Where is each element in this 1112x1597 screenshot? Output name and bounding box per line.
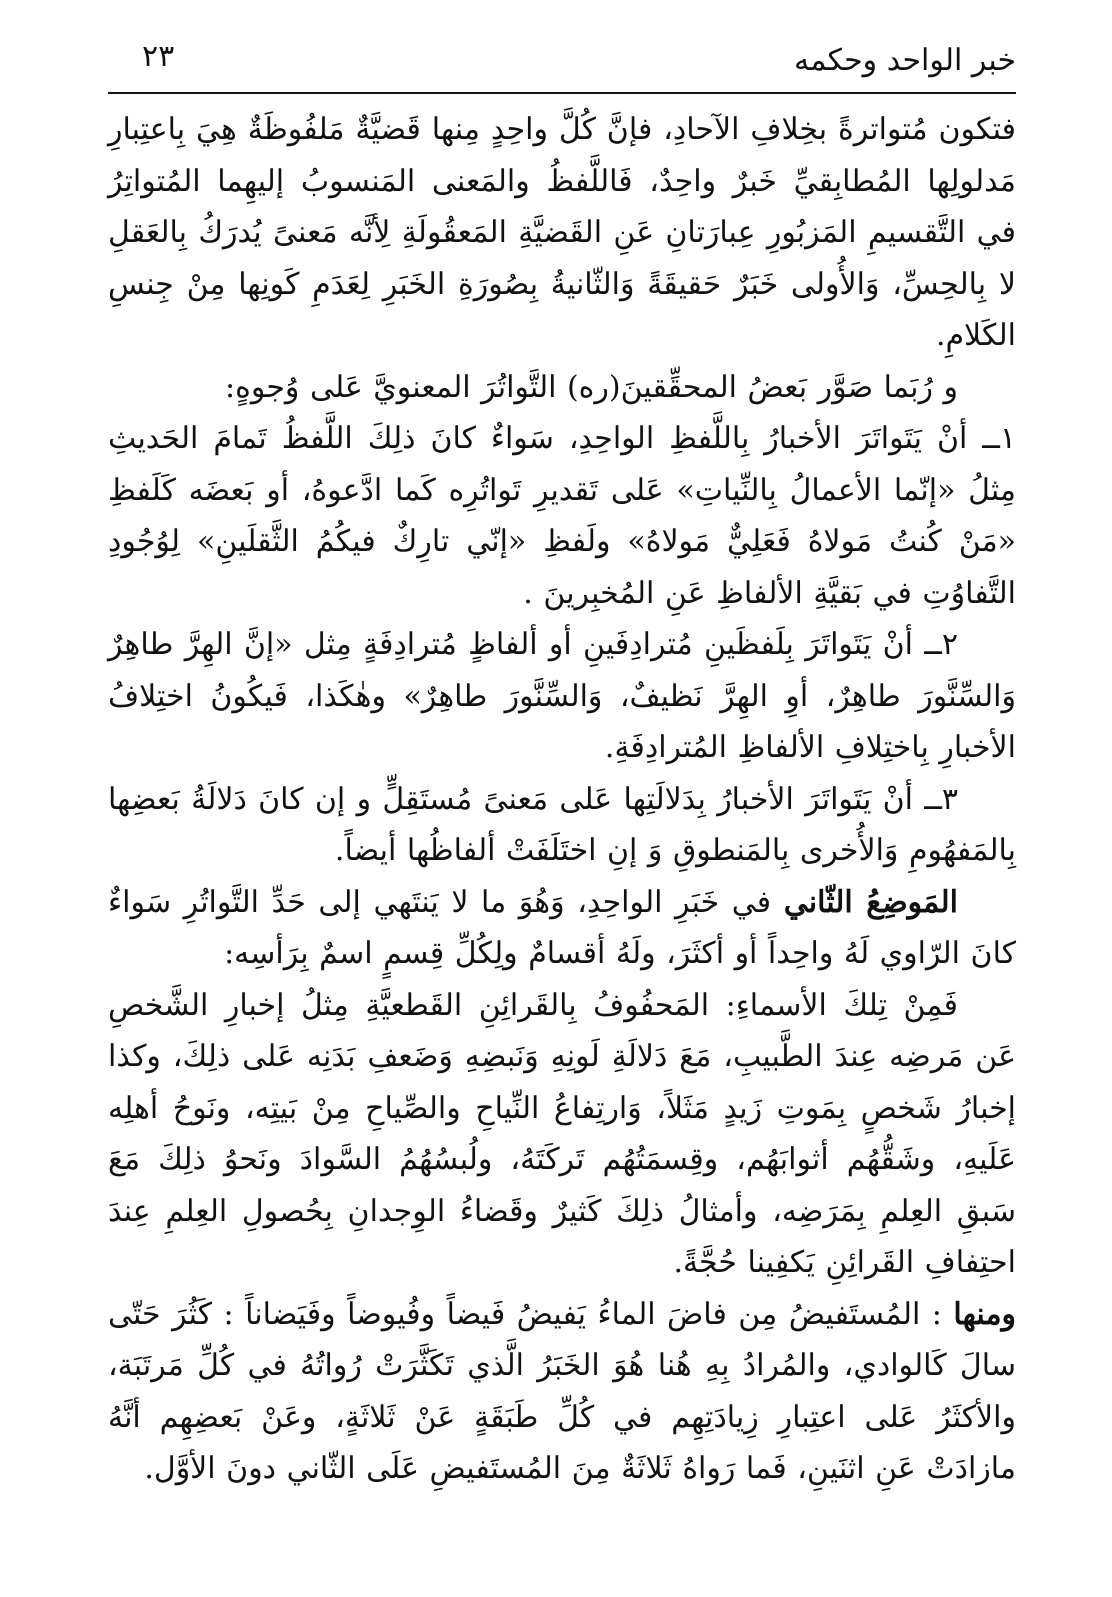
paragraph-text: فَمِنْ تِلكَ الأسماءِ: المَحفُوفُ بِالقَرائِنِ القَطعيَّةِ مِثلُ إخبارِ الشَّخصِ عَن مَرضِه عِندَ الطَّبيبِ، مَعَ دَلالَةِ لَونِهِ وَنَبضِهِ وَضَعفِ بَدَنِه عَلى ذلِكَ، وكذا إخبارُ شَخصٍ بِمَوتِ زَيدٍ مَثَلاً، وَارتِفاعُ النِّياحِ والصِّياحِ مِنْ بَيتِه، ونَوحُ أهلِه عَلَيهِ، وشَقُّهُم أثوابَهُم، وقِسمَتُهُم تَركَتَهُ، ولُبسُهُمُ السَّوادَ ونَحوُ ذلِكَ مَعَ سَبقِ العِلمِ بِمَرَضِه، وأمثالُ ذلِكَ كَثيرٌ وقَضاءُ الوِجدانِ بِحُصولِ العِلمِ عِندَ احتِفافِ القَرائِنِ يَكفِينا حُجَّةً. [108,987,1016,1280]
paragraph-text: في خَبَرِ الواحِدِ، وَهُوَ ما لا يَنتَهي إلى حَدِّ التَّواتُرِ سَواءٌ كانَ الرّاوي لَهُ واحِداً أو أكثَرَ، ولَهُ أقسامٌ ولِكُلِّ قِسمٍ اسمٌ بِرَأسِه: [108,884,1016,971]
paragraph-text: ٢ــ أنْ يَتَواتَرَ بِلَفظَينِ مُترادِفَينِ أو ألفاظٍ مُترادِفَةٍ مِثل «إنَّ الهِرَّ طاهِرٌ وَالسِّنَّورَ طاهِرٌ، أوِ الهِرَّ نَظيفٌ، وَالسِّنَّورَ طاهِرٌ» وهٰكَذا، فَيكُونُ اختِلافُ الأخبارِ بِاختِلافِ الألفاظِ المُترادِفَةِ. [108,627,1016,765]
paragraph-lead: المَوضِعُ الثّاني [783,884,958,920]
paragraph-aspect-1 [108,413,1016,619]
page-body [108,104,1016,1495]
paragraph-text: ٣ــ أنْ يَتَواتَرَ الأخبارُ بِدَلالَتِها عَلى مَعنىً مُستَقِلٍّ و إن كانَ دَلالَةُ بَعضِها بِالمَفهُومِ وَالأُخرى بِالمَنطوقِ وَ إنِ اختَلَفَتْ ألفاظُها أيضاً. [108,781,1016,868]
paragraph-continuation [108,104,1016,362]
paragraph-second-topic [108,877,1016,980]
page-header [108,36,1016,94]
paragraph-text: ١ــ أنْ يَتَواتَرَ الأخبارُ بِاللَّفظِ الواحِدِ، سَواءٌ كانَ ذلِكَ اللَّفظُ تَمامَ الحَديثِ مِثلُ «إنّما الأعمالُ بِالنِّياتِ» عَلى تَقديرِ تَواتُرِه كَما ادَّعوهُ، أو بَعضَه كَلَفظِ «مَنْ كُنتُ مَولاهُ فَعَلِيٌّ مَولاهُ» ولَفظِ «إنّي تارِكٌ فيكُمُ الثَّقلَينِ» لِوُجُودِ التَّفاوُتِ في بَقيَّةِ الألفاظِ عَنِ المُخبِرينَ . [108,421,1016,611]
running-title: خبر الواحد وحكمه [794,43,1016,78]
paragraph-text: فتكون مُتواترةً بخِلافِ الآحادِ، فإنَّ كُلَّ واحِدٍ مِنها قَضيَّةٌ مَلفُوظَةٌ هِيَ بِاعتِبارِ مَدلولِها المُطابِقيِّ خَبرٌ واحِدٌ، فَاللَّفظُ والمَعنى المَنسوبُ إليهِما المُتواتِرُ في التَّقسيمِ المَزبُورِ عِبارَتانِ عَنِ القَضيَّةِ المَعقُولَةِ لِأنَّه مَعنىً يُدرَكُ بِالعَقلِ لا بِالحِسِّ، وَالأُولى خَبَرٌ حَقيقَةً وَالثّانيةُ بِصُورَةِ الخَبَرِ لِعَدَمِ كَونِها مِنْ جِنسِ الكَلامِ. [108,112,1016,353]
paragraph-lead: ومنها [953,1296,1016,1332]
paragraph-names [108,980,1016,1289]
paragraph-aspect-3 [108,774,1016,877]
paragraph-text: و رُبَما صَوَّر بَعضُ المحقِّقينَ(ره) التَّواتُرَ المعنويَّ عَلى وُجوهٍ: [225,369,958,405]
page-number: ٢٣ [142,39,175,74]
paragraph-mustafid [108,1289,1016,1495]
paragraph-text: : المُستَفيضُ مِن فاضَ الماءُ يَفيضُ فَيضاً وفُيوضاً وفَيَضاناً : كَثُرَ حَتّى سالَ كَالوادي، والمُرادُ بِهِ هُنا هُوَ الخَبَرُ الَّذي تَكَثَّرَتْ رُواتُهُ في كُلِّ مَرتَبَة، والأكثَرُ عَلى اعتِبارِ زِيادَتِهِم في كُلِّ طَبَقَةٍ عَنْ ثَلاثَةٍ، وعَنْ بَعضِهِم أنَّهُ مازادَتْ عَنِ اثنَينِ، فَما رَواهُ ثَلاثَةٌ مِنَ المُستَفيضِ عَلَى الثّاني دونَ الأوَّل. [108,1296,1016,1486]
header-rule [108,92,1016,94]
paragraph-aspect-2 [108,619,1016,774]
paragraph-intro-aspects [108,362,1016,414]
